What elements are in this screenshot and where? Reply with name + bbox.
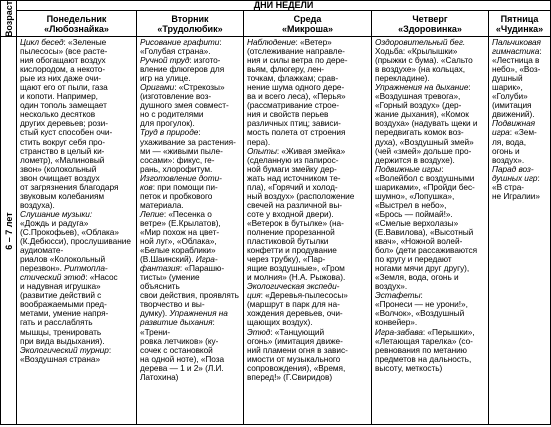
age-cell	[1, 37, 17, 425]
activity-heading: Рисование графити	[140, 37, 220, 47]
activity-text: : «Волейбол с воздушными шариками», «Пройди бес- шумно», «Лопушка», «Выстрел в небо», «Брось — поймай!». «Смелые верхолазы» (Е.Вавилова), «Высотный квач», «Ножной волей- бол» (дети рассаживаются по кругу и передают ногами мячи друг другу), «Земля, вода, огонь и воздух».	[375, 163, 478, 292]
activity-text: : «Лестница в небо», «Воз- душный шарик», «Голуби» (имитация движений).	[492, 46, 542, 120]
activity-text: «Дождь и радуга» (С.Прокофьев), «Облака» (К.Дебюсси), прослушивание аудиомате- риалов «Колокольный перезвон».	[20, 217, 131, 274]
age-header-label: Возраст	[3, 0, 14, 37]
age-header-cell	[1, 1, 17, 37]
thursday-activities	[372, 37, 488, 373]
activity-heading: Цикл бесед	[20, 37, 64, 47]
activity-heading: Труд в природе	[140, 127, 199, 138]
activity-text: : «Голубая страна».	[140, 37, 222, 57]
day-header-tuesday-label: Вторник «Трудолюбик»	[157, 13, 223, 34]
activity-heading: Упражнения на развитие дыхания	[140, 308, 228, 328]
activity-text: : «Парашю- тисты» (умение объяснить свои действия, проявлять творчество и вы- думку).	[140, 263, 239, 319]
activity-heading: Наблюдение	[247, 37, 296, 47]
wednesday-cell	[244, 37, 372, 425]
activity-text: : «В стра- не Игралии»	[492, 172, 540, 201]
activity-text: : «Живая змейка» (сделанную из папирос- ной бумаги змейку дер- жать над источником те- пла), «Горячий и холод- ный воздух» (расположение свечей на различной вы- соте у входной двери). «Ветерок в бутылке» (на- полнение прорезанной пластиковой бутылки конфетти и продувание через трубку), «Пар- ящие воздушные», «Гром и молния» (Н.А. Рыжова).	[247, 145, 355, 283]
activity-text: : ухаживание за растения- ми — «живыми пыле- сосами»: фикус, ге- рань, хлорофитум.	[140, 127, 236, 174]
activity-text: : «Деревья-пылесосы» (маршрут в парк для на- хождения деревьев, очи- щающих воздух).	[247, 290, 348, 328]
tuesday-cell	[137, 37, 244, 425]
activity-heading: Подвижная игра	[492, 118, 536, 138]
days-title: ДНИ НЕДЕЛИ	[17, 1, 551, 11]
activity-heading: Игра-забава	[375, 326, 423, 337]
activity-text: : «Зем- ля, вода, огонь и воздух».	[492, 127, 537, 165]
activity-text: : «Ветер» (отслеживание направле- ния и силы ветра по дере- вьям, флюгеру, лен- точкам, флажкам; срав- нение шума одного дере- ва и всего леса), «Перья» (рассматривание строе- ния и свойств перьев различных птиц; зависи- мость полета от строения пера).	[247, 37, 348, 147]
age-label: 6 – 7 лет	[3, 211, 14, 250]
day-header-tuesday	[137, 11, 244, 37]
activity-heading: Ритмопла- стический этюд	[20, 263, 108, 283]
activity-text: : «Перышки», «Летающая тарелка» (со- ревнования по метанию предметов на дальность, высоту, меткость)	[375, 326, 475, 373]
activity-text: : при помощи пи- петок и пробкового материала.	[140, 181, 218, 210]
activity-text: : «Зеленые пылесосы» (все расте- ния обогащают воздух кислородом, а некото- рые из них даже очи- щают его от пыли, газа и копоти. Например, один тополь замещает несколько десятков других деревьев; рози- стый куст способен очи- стить вокруг себя про- странство в целый ки- лометр), «Малиновый звон» (колокольный звон очищает воздух от загрязнения благодаря звуковым колебаниям воздуха).	[20, 37, 119, 210]
activity-heading: Ручной труд	[140, 55, 190, 66]
activity-heading: Пальчиковая гимнастика	[492, 37, 541, 57]
activity-heading: Парад воз- душных игр	[492, 163, 538, 183]
day-header-wednesday-label: Среда «Микроша»	[281, 13, 334, 34]
activity-text: : «Пронеси — не урони!», «Волчок», «Воздушный конвейер».	[375, 290, 468, 328]
activity-heading: Лепие	[140, 208, 164, 219]
wednesday-activities	[244, 37, 371, 382]
activity-heading: Оригами	[140, 82, 175, 93]
activity-text: : «Трени- ровка летчиков» (ку- сочек с остановкой на одной ноте), «Поза дерева — 1 и 2» (Л.И. Латохина)	[140, 317, 225, 382]
activity-heading: Эстафеты	[375, 290, 421, 301]
activity-heading: Игра- фантазия	[140, 254, 218, 274]
activity-heading: Этюд	[247, 326, 271, 337]
activity-text: : изгото- вление флюгеров для игр на улице.	[140, 55, 225, 84]
activity-heading: Экологический турнир	[20, 344, 109, 355]
monday-activities	[17, 37, 136, 364]
activity-heading: Экологическая экспеди- ция	[247, 281, 340, 301]
day-header-monday-label: Понедельник «Любознайка»	[44, 13, 109, 34]
activity-heading: Изготовление доти- ков	[140, 172, 222, 192]
activity-heading: Оздоровительный бег.	[375, 37, 466, 47]
day-header-friday-label: Пятница «Чудинка»	[495, 13, 544, 34]
activity-heading: Опыты	[247, 145, 277, 156]
activity-text: : «Стрекозы» (изготовление воз- душного змея совмест- но с родителями для прогулок).	[140, 82, 229, 129]
activity-text: : «Песенка о ветре» (Е.Крылатов), «Мир похож на цвет- ной луг», «Облака», «Белые кораблики» (В.Шаинский).	[140, 208, 221, 265]
activity-text: : «Танцующий огонь» (имитация движе- ний пламени огня в завис- имости от музыкального сопровождения), «Время, вперед!» (Г.Свиридов)	[247, 326, 348, 382]
tuesday-activities	[137, 37, 243, 382]
day-header-friday	[489, 11, 551, 37]
friday-activities	[489, 37, 550, 201]
activity-text: : «Насос и надувная игрушка» (развитие действий с воображаемыми пред- метами, умение напря- гать и расслаблять мышцы, тренировать при вида выдыхания).	[20, 272, 118, 346]
day-header-thursday-label: Четверг «Здоровинка»	[398, 13, 462, 34]
activity-text: Ходьба: «Крылышки» (прыжки с бума). «Сальто в воздухе» (на кольцах, перекладине).	[375, 46, 473, 84]
day-header-thursday	[372, 11, 489, 37]
activity-text: : «Воздушная тревога», «Горный воздух» (дер- жание дыхания), «Комок воздуха» (надувать щеки и передвигать комок воз- духа), «Воздушный змей» (чей «змей» дольше про- держится в воздухе).	[375, 82, 478, 165]
activity-text: : «Воздушная страна»	[20, 344, 112, 364]
activity-heading: Слушание музыки:	[20, 208, 93, 219]
activity-heading: Подвижные игры	[375, 163, 442, 174]
friday-cell	[489, 37, 551, 425]
thursday-cell	[372, 37, 489, 425]
day-header-monday	[17, 11, 137, 37]
monday-cell	[17, 37, 137, 425]
activity-heading: Упражнения на дыхание	[375, 82, 469, 93]
day-header-wednesday	[244, 11, 372, 37]
